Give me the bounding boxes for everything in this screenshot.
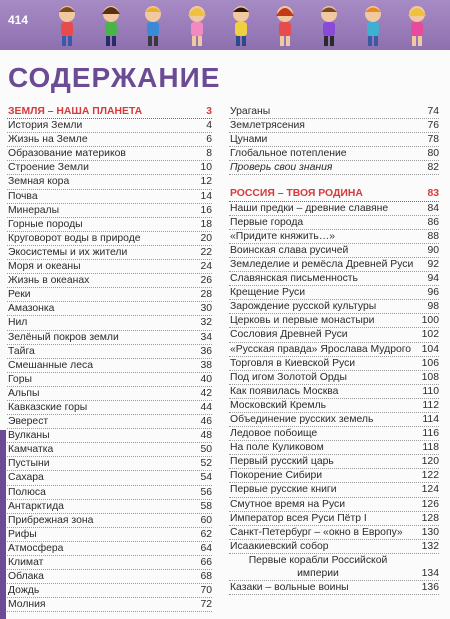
toc-entry-page: 26 xyxy=(200,275,212,287)
toc-entry xyxy=(7,514,212,528)
toc-entry-page: 60 xyxy=(200,514,212,526)
toc-entry-title: Санкт-Петербург – «окно в Европу» xyxy=(230,526,403,538)
toc-entry-page: 36 xyxy=(200,345,212,357)
toc-entry xyxy=(7,161,212,175)
toc-entry xyxy=(7,598,212,612)
toc-entry-page: 16 xyxy=(200,204,212,216)
toc-entry-page: 108 xyxy=(421,371,439,383)
toc-entry-page: 42 xyxy=(200,387,212,399)
toc-entry-page: 132 xyxy=(421,540,439,552)
toc-entry-title: «Русская правда» Ярослава Мудрого xyxy=(230,343,412,355)
toc-entry xyxy=(229,244,439,258)
toc-entry-title: Горы xyxy=(8,373,32,385)
toc-entry xyxy=(7,204,212,218)
toc-entry-title: Полюса xyxy=(8,486,46,498)
toc-entry xyxy=(7,345,212,359)
toc-entry-title: Зелёный покров земли xyxy=(8,331,119,343)
toc-entry xyxy=(7,147,212,161)
toc-entry-title: Исаакиевский собор xyxy=(230,540,329,552)
toc-entry xyxy=(7,133,212,147)
toc-entry-title: Молния xyxy=(8,599,46,611)
toc-entry xyxy=(229,581,439,595)
toc-entry-page: 72 xyxy=(200,599,212,611)
toc-entry-page: 22 xyxy=(200,246,212,258)
toc-entry-page: 32 xyxy=(200,317,212,329)
toc-entry-title: Первые корабли Российской империи xyxy=(230,554,408,580)
toc-entry-page: 102 xyxy=(421,329,439,341)
toc-entry-page: 126 xyxy=(421,498,439,510)
toc-entry-page: 66 xyxy=(200,557,212,568)
toc-entry xyxy=(7,302,212,316)
toc-entry-page: 58 xyxy=(200,500,212,512)
toc-entry-title: Церковь и первые монастыри xyxy=(230,315,375,327)
toc-entry-page: 38 xyxy=(200,359,212,371)
toc-entry-page: 86 xyxy=(427,216,439,228)
toc-entry-page: 112 xyxy=(422,399,439,411)
toc-entry xyxy=(229,427,439,441)
toc-entry-page: 84 xyxy=(427,202,439,214)
section-heading xyxy=(7,105,212,119)
toc-entry-title: Нил xyxy=(8,317,28,329)
toc-entry-title: Земная кора xyxy=(8,176,70,188)
toc-entry xyxy=(7,175,212,189)
toc-entry-title: Под игом Золотой Орды xyxy=(230,371,347,383)
toc-entry-page: 10 xyxy=(200,162,212,174)
toc-entry xyxy=(7,486,212,500)
toc-entry-title: Ледовое побоище xyxy=(230,428,318,440)
toc-entry xyxy=(7,119,212,133)
toc-entry-title: Атмосфера xyxy=(8,542,64,554)
toc-entry-page: 14 xyxy=(200,190,212,202)
toc-entry-title: Смутное время на Руси xyxy=(230,498,346,510)
toc-entry xyxy=(7,443,212,457)
toc-entry-page: 68 xyxy=(200,571,212,583)
toc-entry-title: Рифы xyxy=(8,528,37,540)
section-heading-title: ЗЕМЛЯ – НАША ПЛАНЕТА xyxy=(8,106,143,117)
toc-entry xyxy=(7,528,212,542)
child-figures-icon xyxy=(59,6,426,46)
toc-entry xyxy=(7,542,212,556)
toc-entry xyxy=(229,230,439,244)
toc-entry-title: Круговорот воды в природе xyxy=(8,232,141,244)
toc-entry xyxy=(229,161,439,175)
toc-entry-page: 24 xyxy=(200,261,212,273)
toc-entry-title: Горные породы xyxy=(8,218,83,230)
toc-entry-page: 6 xyxy=(206,134,212,146)
toc-entry xyxy=(7,232,212,246)
section-heading xyxy=(229,187,439,201)
toc-entry-page: 76 xyxy=(427,120,439,132)
toc-entry-page: 130 xyxy=(421,526,439,538)
toc-entry-title: «Придите княжить…» xyxy=(230,230,336,242)
toc-entry-page: 96 xyxy=(427,287,439,299)
toc-entry-title: Славянская письменность xyxy=(230,273,358,285)
toc-entry-title: Моря и океаны xyxy=(8,261,81,273)
toc-entry xyxy=(229,498,439,512)
toc-entry-title: Амазонка xyxy=(8,303,55,315)
toc-entry-page: 94 xyxy=(427,273,439,285)
header-banner xyxy=(0,0,450,50)
toc-entry-page: 70 xyxy=(200,585,212,597)
toc-entry-title: Крещение Руси xyxy=(230,287,306,299)
toc-entry xyxy=(229,343,439,357)
toc-entry xyxy=(7,246,212,260)
toc-entry-title: Император всея Руси Пётр I xyxy=(230,512,367,524)
toc-entry-page: 20 xyxy=(200,232,212,244)
toc-entry-title: Эверест xyxy=(8,416,49,428)
toc-entry xyxy=(7,218,212,232)
toc-entry-page: 90 xyxy=(427,244,439,256)
toc-entry xyxy=(229,133,439,147)
toc-list-right-top xyxy=(229,105,439,175)
left-edge-stripe xyxy=(0,430,6,619)
toc-entry xyxy=(229,357,439,371)
toc-entry xyxy=(7,471,212,485)
toc-entry-title: Климат xyxy=(8,557,44,568)
toc-entry-page: 128 xyxy=(421,512,439,524)
toc-column-right xyxy=(229,105,439,595)
toc-entry-title: Жизнь в океанах xyxy=(8,275,90,287)
toc-entry-title: Почва xyxy=(8,190,38,202)
toc-entry-title: Землетрясения xyxy=(230,120,305,132)
toc-entry-page: 50 xyxy=(200,444,212,456)
toc-entry xyxy=(229,328,439,342)
toc-entry-title: Проверь свои знания xyxy=(230,162,333,174)
toc-entry xyxy=(229,469,439,483)
toc-entry-title: Цунами xyxy=(230,134,268,146)
toc-entry xyxy=(7,500,212,514)
toc-entry-page: 82 xyxy=(427,162,439,174)
toc-entry-page: 92 xyxy=(427,258,439,270)
toc-entry-page: 122 xyxy=(421,470,439,482)
toc-entry-title: Дождь xyxy=(8,585,40,597)
toc-entry xyxy=(229,554,439,581)
toc-entry xyxy=(7,316,212,330)
toc-entry-page: 8 xyxy=(206,148,212,160)
toc-entry-page: 34 xyxy=(200,331,212,343)
toc-entry xyxy=(7,359,212,373)
toc-entry-title: Сословия Древней Руси xyxy=(230,329,348,341)
toc-entry-title: Альпы xyxy=(8,387,40,399)
toc-entry-title: Кавказские горы xyxy=(8,401,88,413)
toc-entry-title: Московский Кремль xyxy=(230,399,327,411)
toc-entry xyxy=(7,556,212,570)
toc-entry-page: 54 xyxy=(200,472,212,484)
toc-entry-page: 100 xyxy=(421,315,439,327)
toc-entry-title: Ураганы xyxy=(230,106,271,117)
toc-entry-title: Строение Земли xyxy=(8,162,89,174)
toc-entry-page: 98 xyxy=(427,301,439,313)
toc-entry-title: Сахара xyxy=(8,472,44,484)
toc-entry xyxy=(7,415,212,429)
toc-entry-title: Первые русские книги xyxy=(230,484,337,496)
toc-entry-page: 114 xyxy=(422,413,439,425)
toc-entry-page: 46 xyxy=(200,416,212,428)
toc-entry xyxy=(229,314,439,328)
toc-list-right xyxy=(229,202,439,595)
toc-entry-title: Объединение русских земель xyxy=(230,413,374,425)
toc-entry-title: Камчатка xyxy=(8,444,54,456)
toc-entry-page: 78 xyxy=(427,134,439,146)
toc-entry xyxy=(7,584,212,598)
toc-entry xyxy=(229,300,439,314)
toc-entry xyxy=(229,286,439,300)
toc-entry-title: История Земли xyxy=(8,120,83,132)
toc-entry xyxy=(7,274,212,288)
toc-column-left xyxy=(7,105,212,612)
toc-entry-title: Образование материков xyxy=(8,148,126,160)
toc-entry-title: Пустыни xyxy=(8,458,50,470)
toc-entry-title: На поле Куликовом xyxy=(230,442,324,454)
toc-entry-title: Наши предки – древние славяне xyxy=(230,202,389,214)
toc-entry xyxy=(229,385,439,399)
section-heading-page: 83 xyxy=(427,188,439,200)
toc-entry xyxy=(229,399,439,413)
toc-entry-page: 12 xyxy=(200,176,212,188)
toc-entry xyxy=(7,387,212,401)
toc-entry-page: 106 xyxy=(421,357,439,369)
section-heading-page: 3 xyxy=(206,106,212,117)
children-illustration xyxy=(55,2,445,48)
toc-entry xyxy=(229,441,439,455)
toc-entry-page: 134 xyxy=(421,567,439,579)
toc-entry xyxy=(229,272,439,286)
toc-entry-title: Глобальное потепление xyxy=(230,148,347,160)
toc-entry xyxy=(229,455,439,469)
toc-entry xyxy=(229,216,439,230)
toc-entry-title: Зарождение русской культуры xyxy=(230,301,377,313)
toc-entry-title: Торговля в Киевской Руси xyxy=(230,357,356,369)
toc-entry-title: Земледелие и ремёсла Древней Руси xyxy=(230,258,414,270)
toc-entry-title: Вулканы xyxy=(8,430,50,442)
toc-entry-page: 64 xyxy=(200,542,212,554)
toc-entry-title: Тайга xyxy=(8,345,35,357)
toc-entry xyxy=(229,119,439,133)
toc-entry xyxy=(7,331,212,345)
toc-entry-page: 110 xyxy=(422,385,439,397)
toc-entry xyxy=(7,190,212,204)
toc-entry-page: 104 xyxy=(421,343,439,355)
page-number: 414 xyxy=(8,13,29,27)
toc-entry-page: 56 xyxy=(200,486,212,498)
toc-entry-page: 136 xyxy=(421,581,439,593)
toc-entry xyxy=(229,105,439,119)
toc-entry-title: Первые города xyxy=(230,216,304,228)
toc-entry xyxy=(229,371,439,385)
toc-entry-title: Покорение Сибири xyxy=(230,470,323,482)
toc-entry-page: 88 xyxy=(427,230,439,242)
toc-entry-title: Реки xyxy=(8,289,31,301)
toc-entry-title: Казаки – вольные воины xyxy=(230,581,349,593)
toc-entry xyxy=(7,288,212,302)
toc-entry-title: Первый русский царь xyxy=(230,456,334,468)
toc-entry xyxy=(7,373,212,387)
toc-entry xyxy=(229,540,439,554)
toc-entry-page: 74 xyxy=(427,106,439,117)
toc-entry xyxy=(7,570,212,584)
toc-entry xyxy=(7,457,212,471)
toc-entry-page: 52 xyxy=(200,458,212,470)
toc-entry-page: 28 xyxy=(200,289,212,301)
toc-entry xyxy=(7,260,212,274)
toc-entry xyxy=(229,147,439,161)
toc-entry-page: 116 xyxy=(422,428,439,440)
toc-entry-page: 124 xyxy=(421,484,439,496)
toc-entry-title: Прибрежная зона xyxy=(8,514,94,526)
toc-entry xyxy=(7,429,212,443)
toc-entry xyxy=(229,483,439,497)
toc-entry-page: 62 xyxy=(200,528,212,540)
toc-entry-page: 40 xyxy=(200,373,212,385)
toc-entry-page: 18 xyxy=(200,218,212,230)
toc-entry xyxy=(229,526,439,540)
toc-entry-page: 118 xyxy=(422,442,439,454)
toc-entry-title: Смешанные леса xyxy=(8,359,93,371)
section-heading-title: РОССИЯ – ТВОЯ РОДИНА xyxy=(230,188,363,200)
toc-entry-title: Антарктида xyxy=(8,500,64,512)
toc-entry-title: Как появилась Москва xyxy=(230,385,339,397)
toc-entry-page: 4 xyxy=(206,120,212,132)
toc-entry-title: Облака xyxy=(8,571,44,583)
toc-entry-title: Жизнь на Земле xyxy=(8,134,88,146)
toc-entry-page: 48 xyxy=(200,430,212,442)
page-title: СОДЕРЖАНИЕ xyxy=(8,62,221,93)
toc-entry-page: 120 xyxy=(421,456,439,468)
toc-entry xyxy=(229,512,439,526)
toc-entry-title: Минералы xyxy=(8,204,60,216)
toc-entry xyxy=(7,401,212,415)
toc-entry-page: 44 xyxy=(200,401,212,413)
toc-entry xyxy=(229,258,439,272)
toc-entry-title: Экосистемы и их жители xyxy=(8,246,128,258)
toc-entry-title: Воинская слава русичей xyxy=(230,244,349,256)
toc-entry xyxy=(229,202,439,216)
toc-list-left xyxy=(7,119,212,612)
toc-entry xyxy=(229,413,439,427)
toc-entry-page: 80 xyxy=(427,148,439,160)
toc-entry-page: 30 xyxy=(200,303,212,315)
